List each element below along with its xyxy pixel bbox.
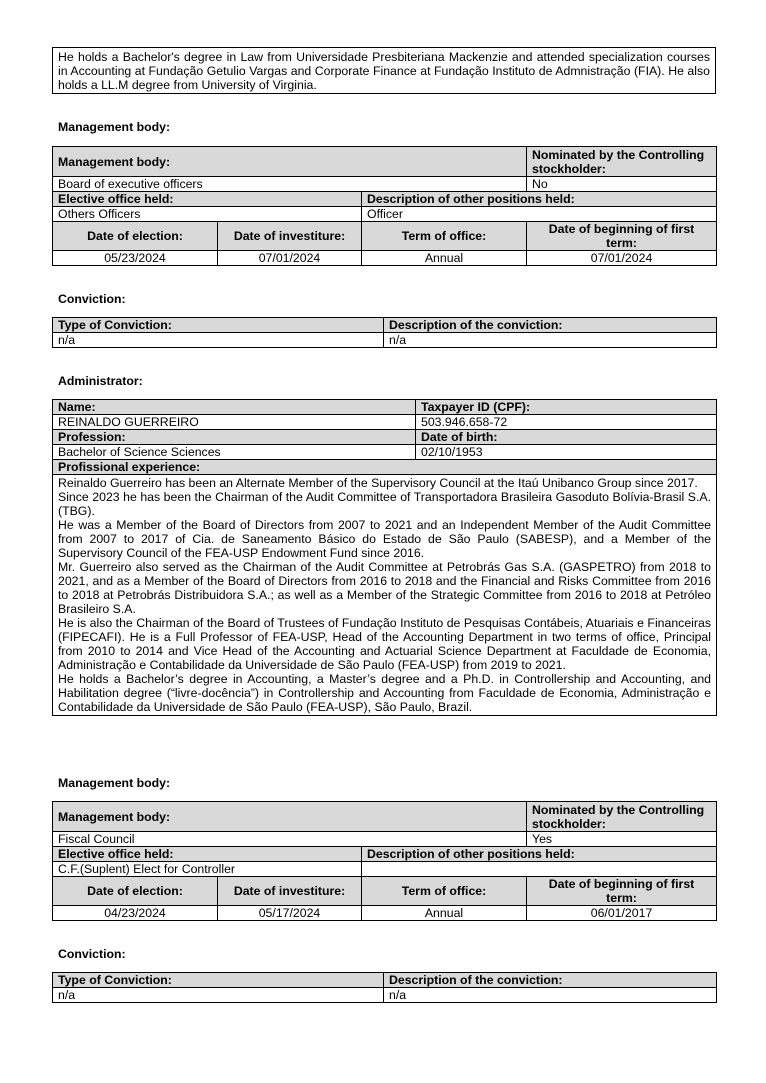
- term-office-label: Term of office:: [362, 877, 527, 906]
- nominated-label: Nominated by the Controlling stockholder:: [527, 147, 717, 177]
- other-positions-value: Officer: [362, 207, 717, 222]
- other-positions-label: Description of other positions held:: [362, 192, 717, 207]
- experience-paragraph: He holds a Bachelor’s degree in Accounting, a Master’s degree and a Ph.D. in Controllership and Accounting, and Habilitation degree (“livre-docência”) in Controllership and Accounting from Faculdade de Economia, Administração e Contabilidade da Universidade de São Paulo (FEA-USP), São Paulo, Brazil.: [58, 672, 711, 714]
- date-investiture-label: Date of investiture:: [218, 877, 362, 906]
- experience-label: Profissional experience:: [53, 460, 717, 475]
- management-body-table-2: [52, 801, 717, 921]
- conviction-table: [52, 317, 717, 348]
- management-body-heading: Management body:: [58, 120, 171, 134]
- date-investiture-value: 05/17/2024: [218, 906, 362, 921]
- first-term-value: 07/01/2024: [527, 251, 717, 266]
- management-body-value: Fiscal Council: [53, 832, 527, 847]
- elective-office-label: Elective office held:: [53, 192, 362, 207]
- term-office-label: Term of office:: [362, 222, 527, 251]
- date-election-label: Date of election:: [53, 877, 218, 906]
- elective-office-value: Others Officers: [53, 207, 362, 222]
- type-conviction-label: Type of Conviction:: [53, 973, 384, 988]
- date-election-label: Date of election:: [53, 222, 218, 251]
- name-label: Name:: [53, 400, 416, 415]
- term-office-value: Annual: [362, 906, 527, 921]
- other-positions-value: [362, 862, 717, 877]
- conviction-table-2: [52, 972, 717, 1003]
- first-term-value: 06/01/2017: [527, 906, 717, 921]
- elective-office-value: C.F.(Suplent) Elect for Controller: [53, 862, 362, 877]
- intro-paragraph: He holds a Bachelor's degree in Law from Universidade Presbiteriana Mackenzie and attended specialization courses in Accounting at Fundação Getulio Vargas and Corporate Finance at Fundação Instituto de Admnistração (FIA). He also holds a LL.M degree from University of Virginia.: [52, 47, 716, 94]
- experience-paragraph: He is also the Chairman of the Board of Trustees of Fundação Instituto de Pesquisas Contábeis, Atuariais e Financeiras (FIPECAFI). He is a Full Professor of FEA-USP, Head of the Accounting Department in two terms of office, Principal from 2010 to 2014 and Vice Head of the Accounting and Actuarial Science Department at Faculdade de Economia, Administração e Contabilidade da Universidade de São Paulo (FEA-USP) from 2019 to 2021.: [58, 616, 711, 672]
- desc-conviction-value: n/a: [384, 333, 717, 348]
- management-body-table: [52, 146, 717, 266]
- birth-label: Date of birth:: [416, 430, 717, 445]
- name-value: REINALDO GUERREIRO: [53, 415, 416, 430]
- first-term-label: Date of beginning of first term:: [527, 222, 717, 251]
- type-conviction-value: n/a: [53, 988, 384, 1003]
- nominated-value: Yes: [527, 832, 717, 847]
- nominated-label: Nominated by the Controlling stockholder:: [527, 802, 717, 832]
- experience-paragraph: Since 2023 he has been the Chairman of the Audit Committee of Transportadora Brasileira Gasoduto Bolívia-Brasil S.A. (TBG).: [58, 490, 711, 518]
- management-body-heading-2: Management body:: [58, 776, 171, 790]
- management-body-value: Board of executive officers: [53, 177, 527, 192]
- desc-conviction-label: Description of the conviction:: [384, 318, 717, 333]
- management-body-label: Management body:: [53, 802, 527, 832]
- profession-value: Bachelor of Science Sciences: [53, 445, 416, 460]
- date-investiture-value: 07/01/2024: [218, 251, 362, 266]
- administrator-heading: Administrator:: [58, 374, 143, 388]
- desc-conviction-label: Description of the conviction:: [384, 973, 717, 988]
- experience-text: [53, 475, 717, 716]
- nominated-value: No: [527, 177, 717, 192]
- first-term-label: Date of beginning of first term:: [527, 877, 717, 906]
- experience-paragraph: He was a Member of the Board of Directors from 2007 to 2021 and an Independent Member of the Audit Committee from 2007 to 2017 of Cia. de Saneamento Básico do Estado de São Paulo (SABESP), and a Member of the Supervisory Council of the FEA-USP Endowment Fund since 2016.: [58, 518, 711, 560]
- type-conviction-value: n/a: [53, 333, 384, 348]
- type-conviction-label: Type of Conviction:: [53, 318, 384, 333]
- date-election-value: 04/23/2024: [53, 906, 218, 921]
- other-positions-label: Description of other positions held:: [362, 847, 717, 862]
- birth-value: 02/10/1953: [416, 445, 717, 460]
- date-investiture-label: Date of investiture:: [218, 222, 362, 251]
- experience-paragraph: Reinaldo Guerreiro has been an Alternate Member of the Supervisory Council at the Itaú Unibanco Group since 2017.: [58, 476, 698, 490]
- elective-office-label: Elective office held:: [53, 847, 362, 862]
- taxpayer-value: 503.946.658-72: [416, 415, 717, 430]
- conviction-heading: Conviction:: [58, 292, 126, 306]
- desc-conviction-value: n/a: [384, 988, 717, 1003]
- date-election-value: 05/23/2024: [53, 251, 218, 266]
- taxpayer-label: Taxpayer ID (CPF):: [416, 400, 717, 415]
- administrator-table: [52, 399, 717, 716]
- experience-paragraph: Mr. Guerreiro also served as the Chairman of the Audit Committee at Petrobrás Gas S.A. (GASPETRO) from 2018 to 2021, and as a Member of the Board of Directors from 2016 to 2018 and the Financial and Risks Committee from 2016 to 2018 at Petrobrás Distribuidora S.A.; as well as a Member of the Strategic Committee from 2016 to 2018 at Petróleo Brasileiro S.A.: [58, 560, 711, 616]
- term-office-value: Annual: [362, 251, 527, 266]
- management-body-label: Management body:: [53, 147, 527, 177]
- profession-label: Profession:: [53, 430, 416, 445]
- conviction-heading-2: Conviction:: [58, 947, 126, 961]
